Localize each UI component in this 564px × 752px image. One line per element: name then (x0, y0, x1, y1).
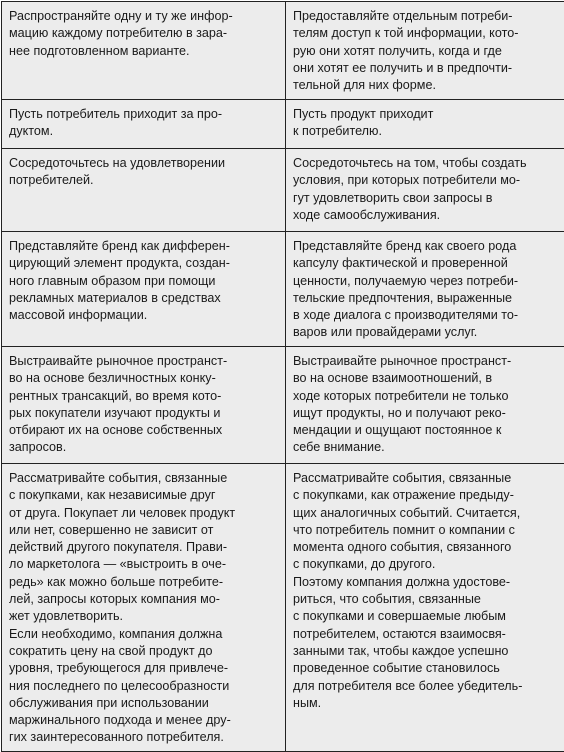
table-cell-left: Распространяйте одну и ту же инфор- мацию каждому потребителю в зара- нее подготовленном варианте. (2, 2, 286, 100)
table-row (2, 149, 564, 232)
table-row (2, 464, 564, 752)
table-cell-left: Рассматривайте события, связанные с покупками, как независимые друг от друга. Покупает ли человек продукт или нет, совершенно не зависит от действий другого покупателя. Прави- ло маркетолога — «выстроить в оче- редь» как можно больше потребите- лей, запросы которых компания мо- жет удовлетворить. Если необходимо, компания должна сократить цену на свой продукт до уровня, требующегося для привлече- ния последнего по целесообразности обслуживания при использовании маржинального подхода и менее дру- гих заинтересованного потребителя. (2, 464, 286, 752)
table-row (2, 347, 564, 464)
table-cell-left: Выстраивайте рыночное пространст- во на основе безличностных конку- рентных трансакций, во время кото- рых покупатели изучают продукты и отбирают их на основе собственных запросов. (2, 347, 286, 464)
table-cell-left: Сосредоточьтесь на удовлетворении потребителей. (2, 149, 286, 232)
comparison-table (1, 1, 564, 752)
table-row (2, 100, 564, 149)
table-cell-left: Пусть потребитель приходит за про- дуктом. (2, 100, 286, 149)
table-cell-left: Представляйте бренд как дифферен- цирующий элемент продукта, создан- ного главным образом при помощи рекламных материалов в средствах массовой информации. (2, 232, 286, 347)
table-cell-right: Представляйте бренд как своего рода капсулу фактической и проверенной ценности, получаемую через потреби- тельские предпочтения, выраженные в ходе диалога с производителями то- варов или провайдерами услуг. (286, 232, 564, 347)
table-row (2, 232, 564, 347)
table-cell-right: Пусть продукт приходит к потребителю. (286, 100, 564, 149)
table-cell-right: Предоставляйте отдельным потреби- телям доступ к той информации, кото- рую они хотят получить, когда и где они хотят ее получить и в предпочти- тельной для них форме. (286, 2, 564, 100)
table-cell-right: Выстраивайте рыночное пространст- во на основе взаимоотношений, в ходе которых потребители не только ищут продукты, но и получают реко- мендации и ощущают постоянное к себе внимание. (286, 347, 564, 464)
table-cell-right: Рассматривайте события, связанные с покупками, как отражение предыду- щих аналогичных событий. Считается, что потребитель помнит о компании с момента одного события, связанного с покупками, до другого. Поэтому компания должна удостове- риться, что события, связанные с покупками и совершаемые любым потребителем, остаются взаимосвя- занными так, чтобы каждое успешно проведенное событие становилось для потребителя все более убедитель- ным. (286, 464, 564, 752)
table-row (2, 2, 564, 100)
table-cell-right: Сосредоточьтесь на том, чтобы создать условия, при которых потребители мо- гут удовлетворить свои запросы в ходе самообслуживания. (286, 149, 564, 232)
